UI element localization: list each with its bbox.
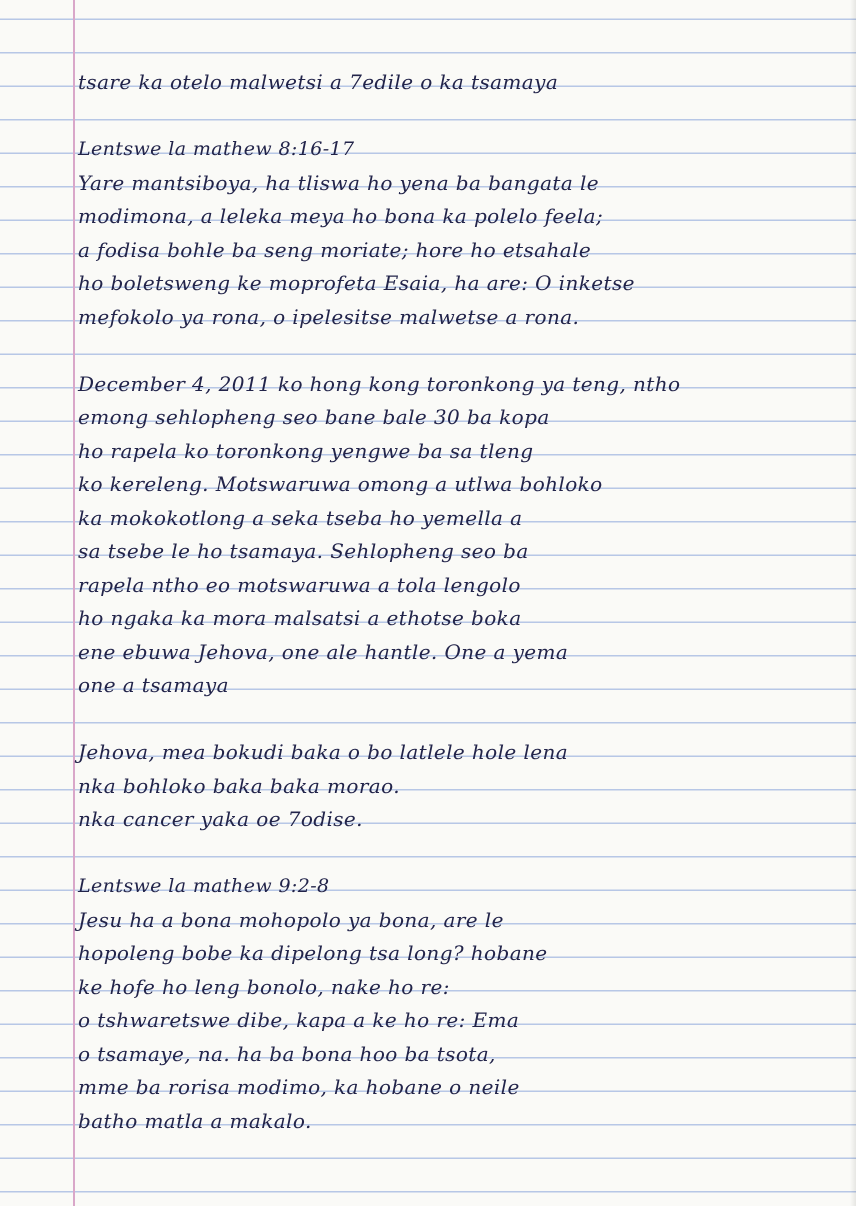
text-line: mefokolo ya rona, o ipelesitse malwetse a rona. [78,304,580,329]
text-line: emong sehlopheng seo bane bale 30 ba kopa [78,405,550,429]
text-line: ho ngaka ka mora malsatsi a ethotse boka [78,606,522,630]
blank-line [78,334,848,368]
text-line: o tsamaye, na. ha ba bona hoo ba tsota, [78,1041,496,1066]
text-line: ene ebuwa Jehova, one ale hantle. One a yema [78,639,569,664]
text-line: sa tsebe le ho tsamaya. Sehlopheng seo ba [78,539,529,563]
text-line: nka bohloko baka baka morao. [78,773,400,798]
page-edge [850,0,856,1206]
text-line: nka cancer yaka oe 7odise. [78,807,363,831]
text-line: a fodisa bohle ba seng moriate; hore ho etsahale [78,237,592,262]
margin-line [73,0,75,1206]
text-line: Yare mantsiboya, ha tliswa ho yena ba bangata le [78,170,599,195]
text-line: tsare ka otelo malwetsi a 7edile o ka tsamaya [78,70,559,94]
blank-line [78,703,848,737]
text-line: hopoleng bobe ka dipelong tsa long? hobane [78,941,548,965]
text-line: ho rapela ko toronkong yengwe ba sa tleng [78,438,534,463]
text-line: one a tsamaya [78,673,229,697]
text-line: ho boletsweng ke moprofeta Esaia, ha are: O inketse [78,271,635,295]
blank-line [78,837,848,871]
text-line: Jehova, mea bokudi baka o bo latlele hole lena [78,740,569,764]
text-line: o tshwaretswe dibe, kapa a ke ho re: Ema [78,1008,520,1032]
scripture-reference: Lentswe la mathew 8:16-17 [78,138,355,160]
scripture-reference: Lentswe la mathew 9:2-8 [78,875,330,897]
text-line: December 4, 2011 ko hong kong toronkong ya teng, ntho [78,371,681,396]
blank-line [78,100,848,134]
text-line: rapela ntho eo motswaruwa a tola lengolo [78,572,521,597]
text-line: batho matla a makalo. [78,1108,312,1133]
text-line: ke hofe ho leng bonolo, nake ho re: [78,974,450,999]
text-line: ko kereleng. Motswaruwa omong a utlwa bohloko [78,472,603,496]
text-line: modimona, a leleka meya ho bona ka polelo feela; [78,204,604,228]
handwritten-text [78,66,848,1138]
text-line: ka mokokotlong a seka tseba ho yemella a [78,505,523,530]
text-line: mme ba rorisa modimo, ka hobane o neile [78,1075,520,1099]
text-line: Jesu ha a bona mohopolo ya bona, are le [78,907,504,932]
